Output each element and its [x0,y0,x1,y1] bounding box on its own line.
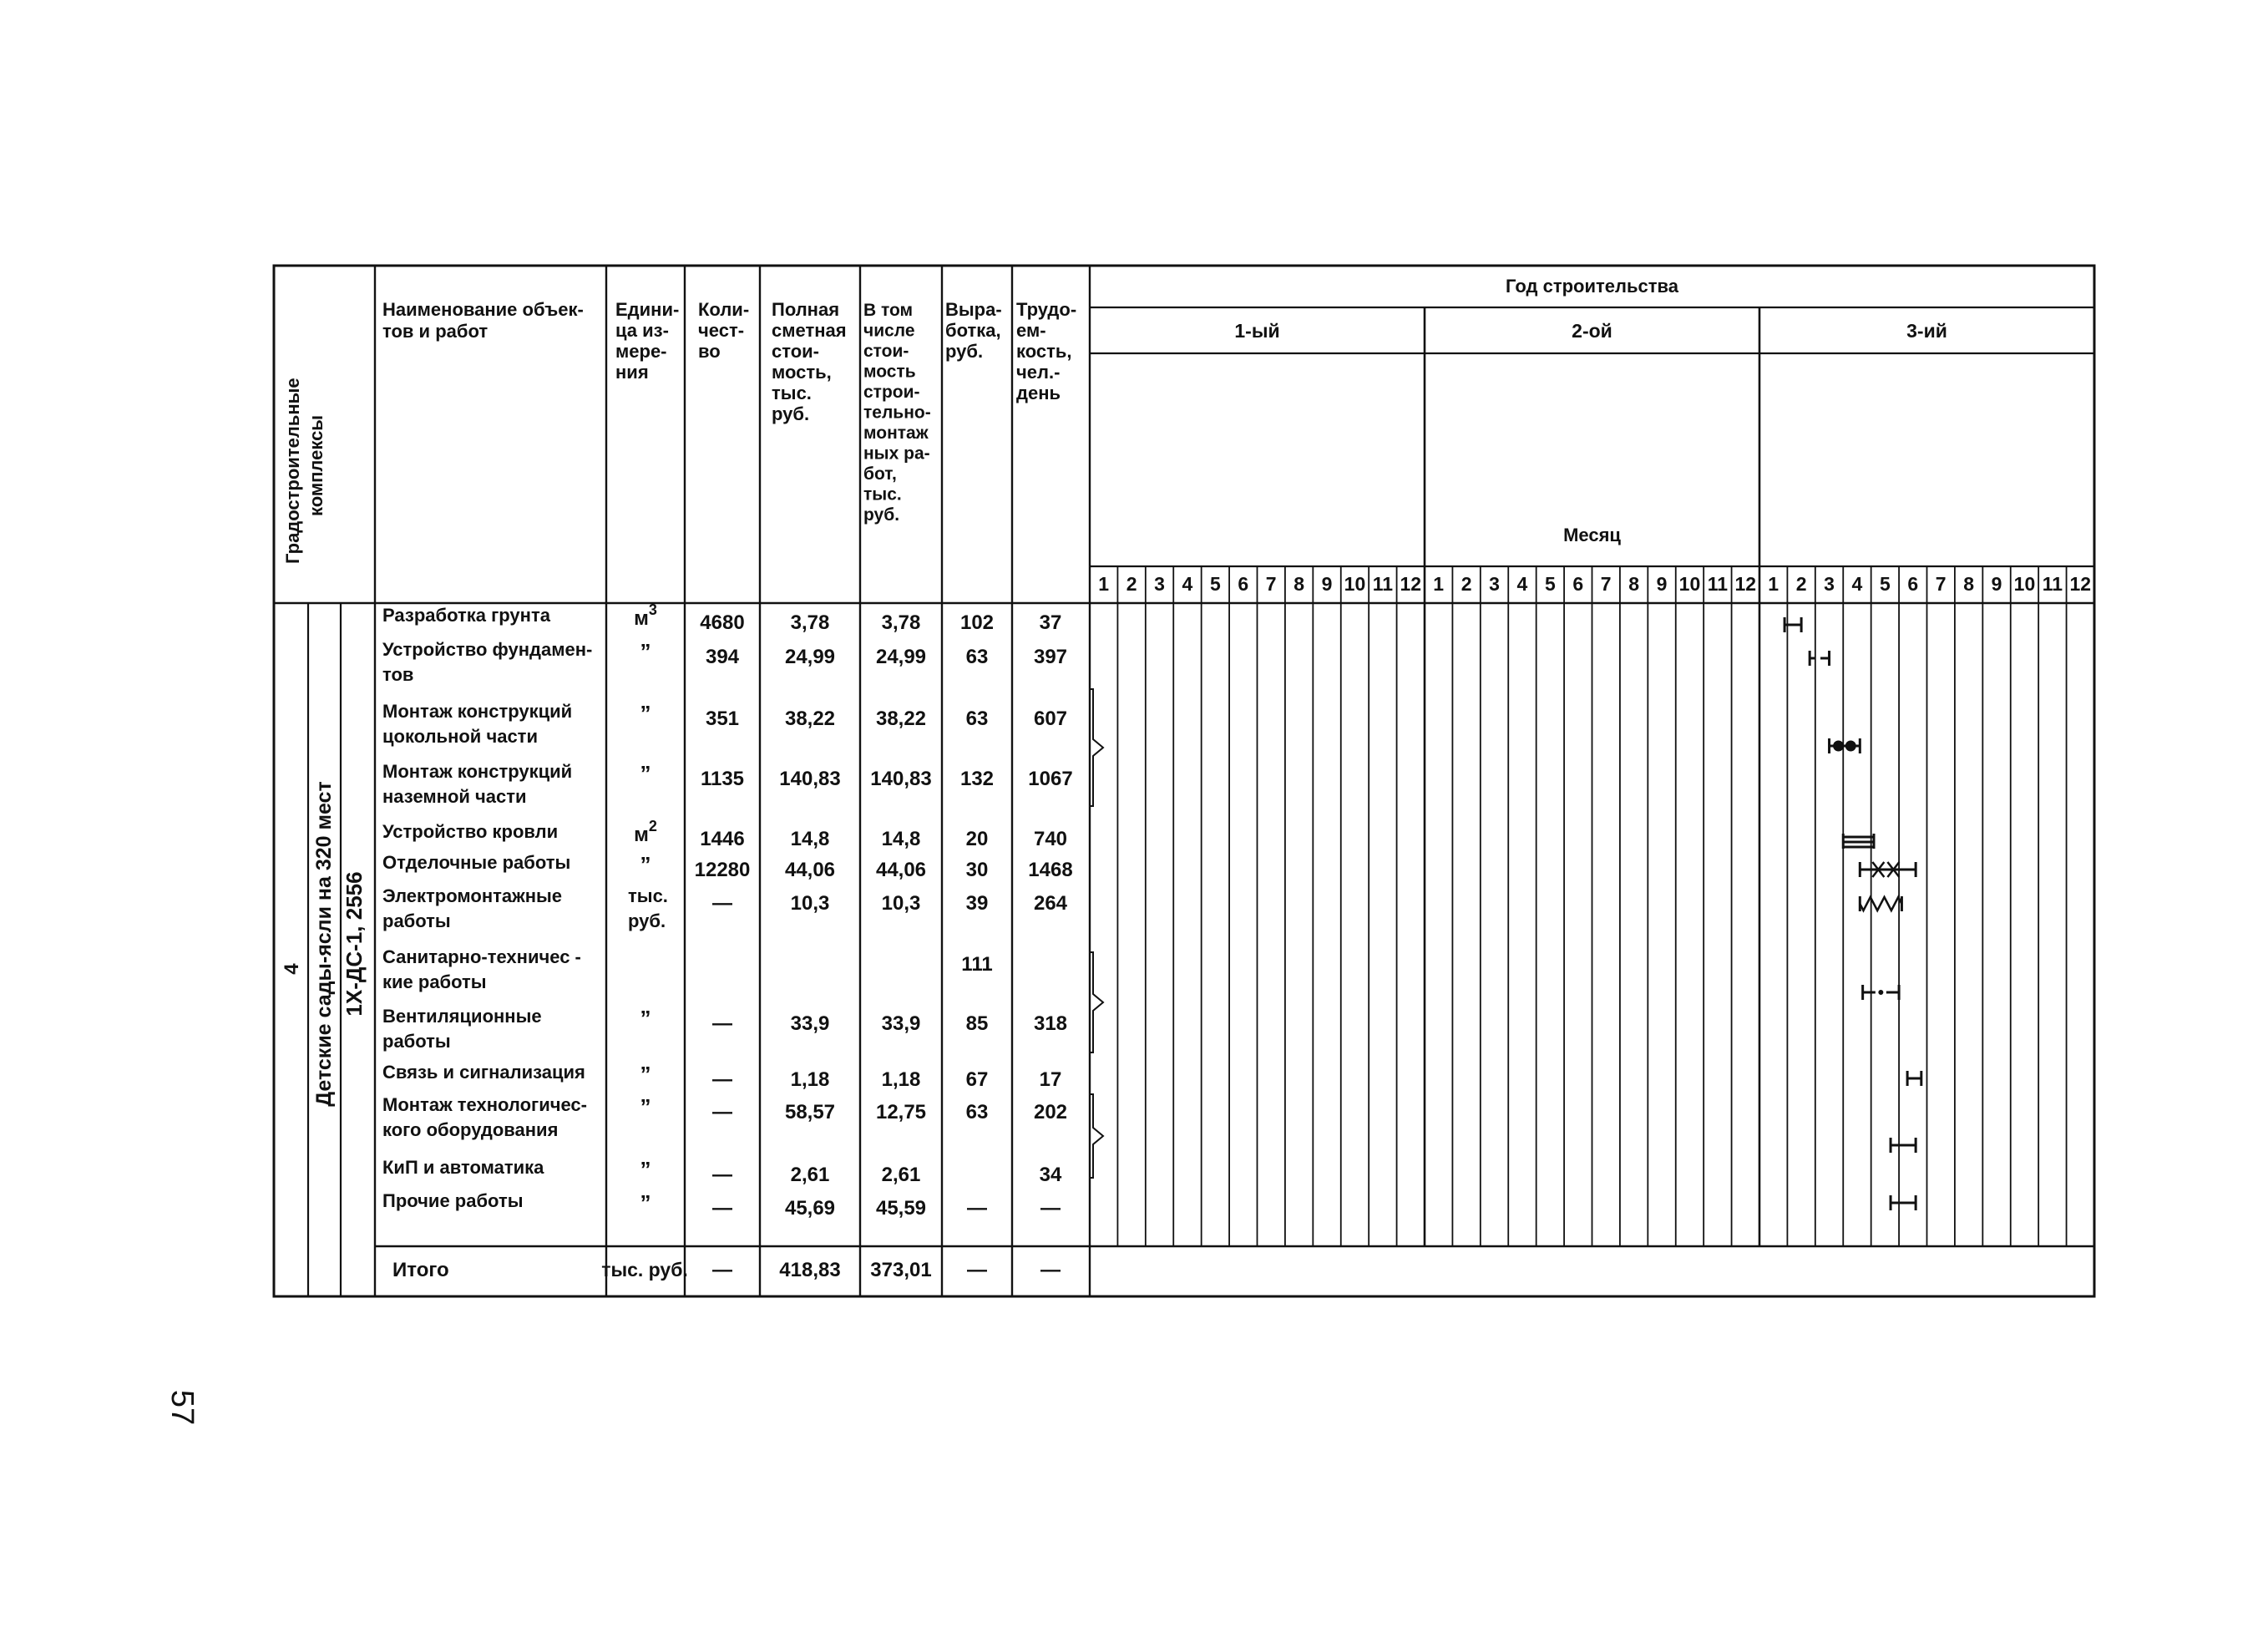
gantt-bar-double [1843,834,1874,849]
row-cost-smr: 33,9 [881,1012,921,1035]
row-name: цокольной части [382,726,538,747]
header-qty: Коли- [698,299,750,320]
row-unit: ” [640,1006,651,1031]
month-number: 1 [1098,573,1110,595]
row-output: 102 [959,611,995,634]
row-unit: ” [640,701,651,726]
header-month: Месяц [1563,525,1621,545]
row-cost-smr: 45,59 [875,1197,927,1220]
month-number: 11 [2042,573,2063,595]
header-cost-full: мость, [772,362,832,383]
month-number: 10 [2013,573,2036,595]
total-output: — [967,1259,987,1281]
header-cost-smr: ных ра- [863,444,930,464]
row-qty: 1446 [700,828,745,850]
gantt-bar-dashed [1810,651,1829,666]
month-number: 4 [1182,573,1193,595]
month-number: 10 [1344,573,1366,595]
header-unit: Едини- [615,299,680,320]
row-name: Устройство фундамен- [382,639,593,660]
header-unit: мере- [615,341,667,362]
row-cost-full: 24,99 [784,646,836,668]
gantt-bar-plain [1891,1138,1916,1153]
row-qty: 1135 [700,768,745,790]
row-cost-smr: 3,78 [881,611,921,634]
gantt-zigzag [1860,897,1901,910]
row-cost-full: 2,61 [790,1164,830,1186]
month-number: 12 [1400,573,1422,595]
row-output: 39 [965,892,989,915]
header-cost-smr: числе [863,321,915,341]
header-output: Выра- [945,299,1002,320]
year-label: 3-ий [1906,320,1947,342]
row-cost-full: 58,57 [784,1101,836,1123]
month-number: 5 [1209,573,1221,595]
row-name: Монтаж технологичес- [382,1094,587,1115]
gantt-bar-plain [1907,1071,1921,1086]
header-output: руб. [945,341,984,362]
row-cost-smr: 38,22 [875,707,927,730]
row-cost-smr: 2,61 [881,1164,921,1186]
row-unit: ” [640,1157,651,1182]
month-number: 11 [1707,573,1729,595]
month-number: 8 [1963,573,1975,595]
row-name: Связь и сигнализация [382,1062,585,1083]
row-cost-smr: 140,83 [870,768,932,790]
header-cost-full: сметная [772,320,847,341]
row-cost-smr: 14,8 [881,828,921,850]
row-output: 85 [965,1012,989,1035]
row-qty: 12280 [694,859,751,881]
row-unit: ” [640,1190,651,1215]
month-number: 9 [1656,573,1668,595]
row-name: Электромонтажные [382,885,563,906]
month-number: 2 [1795,573,1807,595]
header-cost-smr: В том [863,301,914,320]
row-name: Санитарно-техничес - [382,946,581,967]
row-cost-full: 33,9 [790,1012,830,1035]
row-cost-full: 3,78 [790,611,830,634]
header-complex: комплексы [306,414,327,516]
header-labor: ем- [1016,320,1046,341]
header-qty: во [698,341,721,362]
row-name: Монтаж конструкций [382,701,573,722]
gantt-bar-dashdot [1863,985,1899,1000]
month-number: 8 [1628,573,1640,595]
row-name: работы [382,910,451,931]
month-number: 9 [1321,573,1333,595]
month-number: 6 [1907,573,1919,595]
header-labor: Трудо- [1016,299,1077,320]
gantt-bar-plain [1891,1195,1916,1210]
header-cost-full: руб. [772,403,810,424]
month-number: 3 [1489,573,1500,595]
gantt-bar-dots [1830,738,1860,753]
row-output: 67 [965,1068,989,1091]
row-qty: 4680 [700,611,745,634]
row-unit: $м^2$ [634,818,657,846]
month-number: 5 [1879,573,1891,595]
header-cost-smr: стои- [863,342,909,361]
row-qty: — [712,1101,732,1123]
row-cost-smr: 44,06 [875,859,927,881]
month-number: 5 [1544,573,1556,595]
row-unit: руб. [628,910,666,931]
row-qty: — [712,1197,732,1220]
row-qty: — [712,1012,732,1035]
month-number: 2 [1461,573,1472,595]
row-cost-full: 14,8 [790,828,830,850]
row-unit: ” [640,852,651,877]
row-output: — [967,1197,987,1220]
row-labor: 264 [1033,892,1068,915]
row-name: Устройство кровли [382,821,559,842]
row-labor: 607 [1033,707,1068,730]
total-cost-smr: 373,01 [870,1259,932,1281]
header-qty: чест- [698,320,745,341]
header-output: ботка, [945,320,1001,341]
row-qty: 351 [705,707,740,730]
row-cost-full: 38,22 [784,707,836,730]
row-name: КиП и автоматика [382,1157,544,1178]
row-cost-smr: 12,75 [875,1101,927,1123]
row-cost-full: 1,18 [790,1068,830,1091]
month-number: 8 [1293,573,1305,595]
row-unit: тыс. [628,885,668,906]
row-cost-smr: 10,3 [881,892,921,915]
row-qty: — [712,1068,732,1091]
row-output: 132 [959,768,995,790]
header-cost-smr: тельно- [863,403,931,423]
row-qty: — [712,892,732,915]
row-labor: 318 [1033,1012,1068,1035]
header-cost-smr: тыс. [863,484,902,505]
complex-project: 1Х-ДС-1, 2556 [342,871,367,1017]
row-output: 30 [965,859,989,881]
header-unit: ца из- [615,320,669,341]
row-name: кого оборудования [382,1119,559,1140]
row-cost-full: 44,06 [784,859,836,881]
row-name: Разработка грунта [382,605,550,626]
header-cost-full: Полная [772,299,840,320]
row-unit: ” [640,761,651,786]
row-labor: 34 [1039,1164,1062,1186]
header-labor: кость, [1016,341,1072,362]
month-number: 2 [1126,573,1137,595]
row-labor: 740 [1033,828,1068,850]
row-cost-full: 10,3 [790,892,830,915]
month-number: 7 [1600,573,1612,595]
page-number: 57 [165,1389,200,1426]
row-brace [1090,952,1103,1052]
row-output: 63 [965,707,989,730]
header-labor: день [1016,383,1061,403]
month-number: 12 [1734,573,1757,595]
row-name: наземной части [382,786,527,807]
row-cost-smr: 1,18 [881,1068,921,1091]
year-label: 1-ый [1234,320,1280,342]
header-cost-full: стои- [772,341,820,362]
row-labor: — [1040,1197,1061,1220]
row-labor: 397 [1033,646,1068,668]
month-number: 1 [1433,573,1445,595]
gantt-dot [1879,991,1883,995]
total-label: Итого [392,1259,449,1281]
row-name: тов [382,664,414,685]
row-qty: — [712,1164,732,1186]
header-labor: чел.- [1016,362,1061,383]
row-labor: 37 [1039,611,1062,634]
month-number: 3 [1154,573,1165,595]
header-cost-full: тыс. [772,383,812,403]
header-name: тов и работ [382,321,489,342]
header-year-group: Год строительства [1505,276,1679,297]
row-labor: 1468 [1028,859,1073,881]
row-brace [1090,1094,1103,1178]
month-number: 11 [1372,573,1394,595]
month-number: 3 [1824,573,1835,595]
month-number: 4 [1851,573,1863,595]
gantt-bar-crosses [1860,862,1916,877]
row-name: работы [382,1031,451,1052]
complex-name: Детские сады-ясли на 320 мест [312,781,336,1107]
header-cost-smr: строи- [863,383,920,402]
row-labor: 17 [1039,1068,1062,1091]
row-output: 63 [965,646,989,668]
month-number: 7 [1935,573,1947,595]
complex-number: 4 [281,963,303,975]
month-number: 12 [2069,573,2092,595]
total-unit: тыс. руб. [601,1259,688,1281]
row-name: Монтаж конструкций [382,761,573,782]
month-number: 1 [1768,573,1779,595]
header-cost-smr: руб. [863,505,900,525]
row-unit: ” [640,1094,651,1119]
gantt-dot [1845,741,1855,751]
row-unit: ” [640,1062,651,1087]
row-output: 20 [965,828,989,850]
header-name: Наименование объек- [382,299,584,320]
row-cost-full: 45,69 [784,1197,836,1220]
row-labor: 202 [1033,1101,1068,1123]
row-name: Прочие работы [382,1190,524,1211]
row-brace [1090,689,1103,806]
row-name: кие работы [382,971,487,992]
year-label: 2-ой [1572,320,1612,342]
header-cost-smr: бот, [863,464,897,484]
row-cost-full: 140,83 [779,768,841,790]
table-text [281,276,2091,1281]
row-unit: $м^3$ [634,601,657,630]
row-labor: 1067 [1028,768,1073,790]
header-unit: ния [615,362,649,383]
row-output: 63 [965,1101,989,1123]
month-number: 4 [1516,573,1528,595]
header-cost-smr: мость [863,362,916,382]
month-number: 10 [1678,573,1701,595]
row-name: Отделочные работы [382,852,571,873]
row-qty: 394 [705,646,740,668]
gantt-bar-zigzag [1860,896,1901,911]
total-qty: — [712,1259,732,1281]
row-output: 111 [961,953,993,976]
row-cost-smr: 24,99 [875,646,927,668]
header-cost-smr: монтаж [863,423,929,443]
gantt-dot [1834,741,1844,751]
row-unit: ” [640,639,651,664]
total-labor: — [1040,1259,1061,1281]
month-number: 6 [1572,573,1584,595]
gantt-bars [1090,617,1921,1210]
month-number: 9 [1991,573,2002,595]
month-number: 7 [1265,573,1277,595]
header-complex: Градостроительные [282,378,303,564]
total-cost-full: 418,83 [779,1259,841,1281]
row-name: Вентиляционные [382,1006,542,1027]
month-number: 6 [1238,573,1249,595]
